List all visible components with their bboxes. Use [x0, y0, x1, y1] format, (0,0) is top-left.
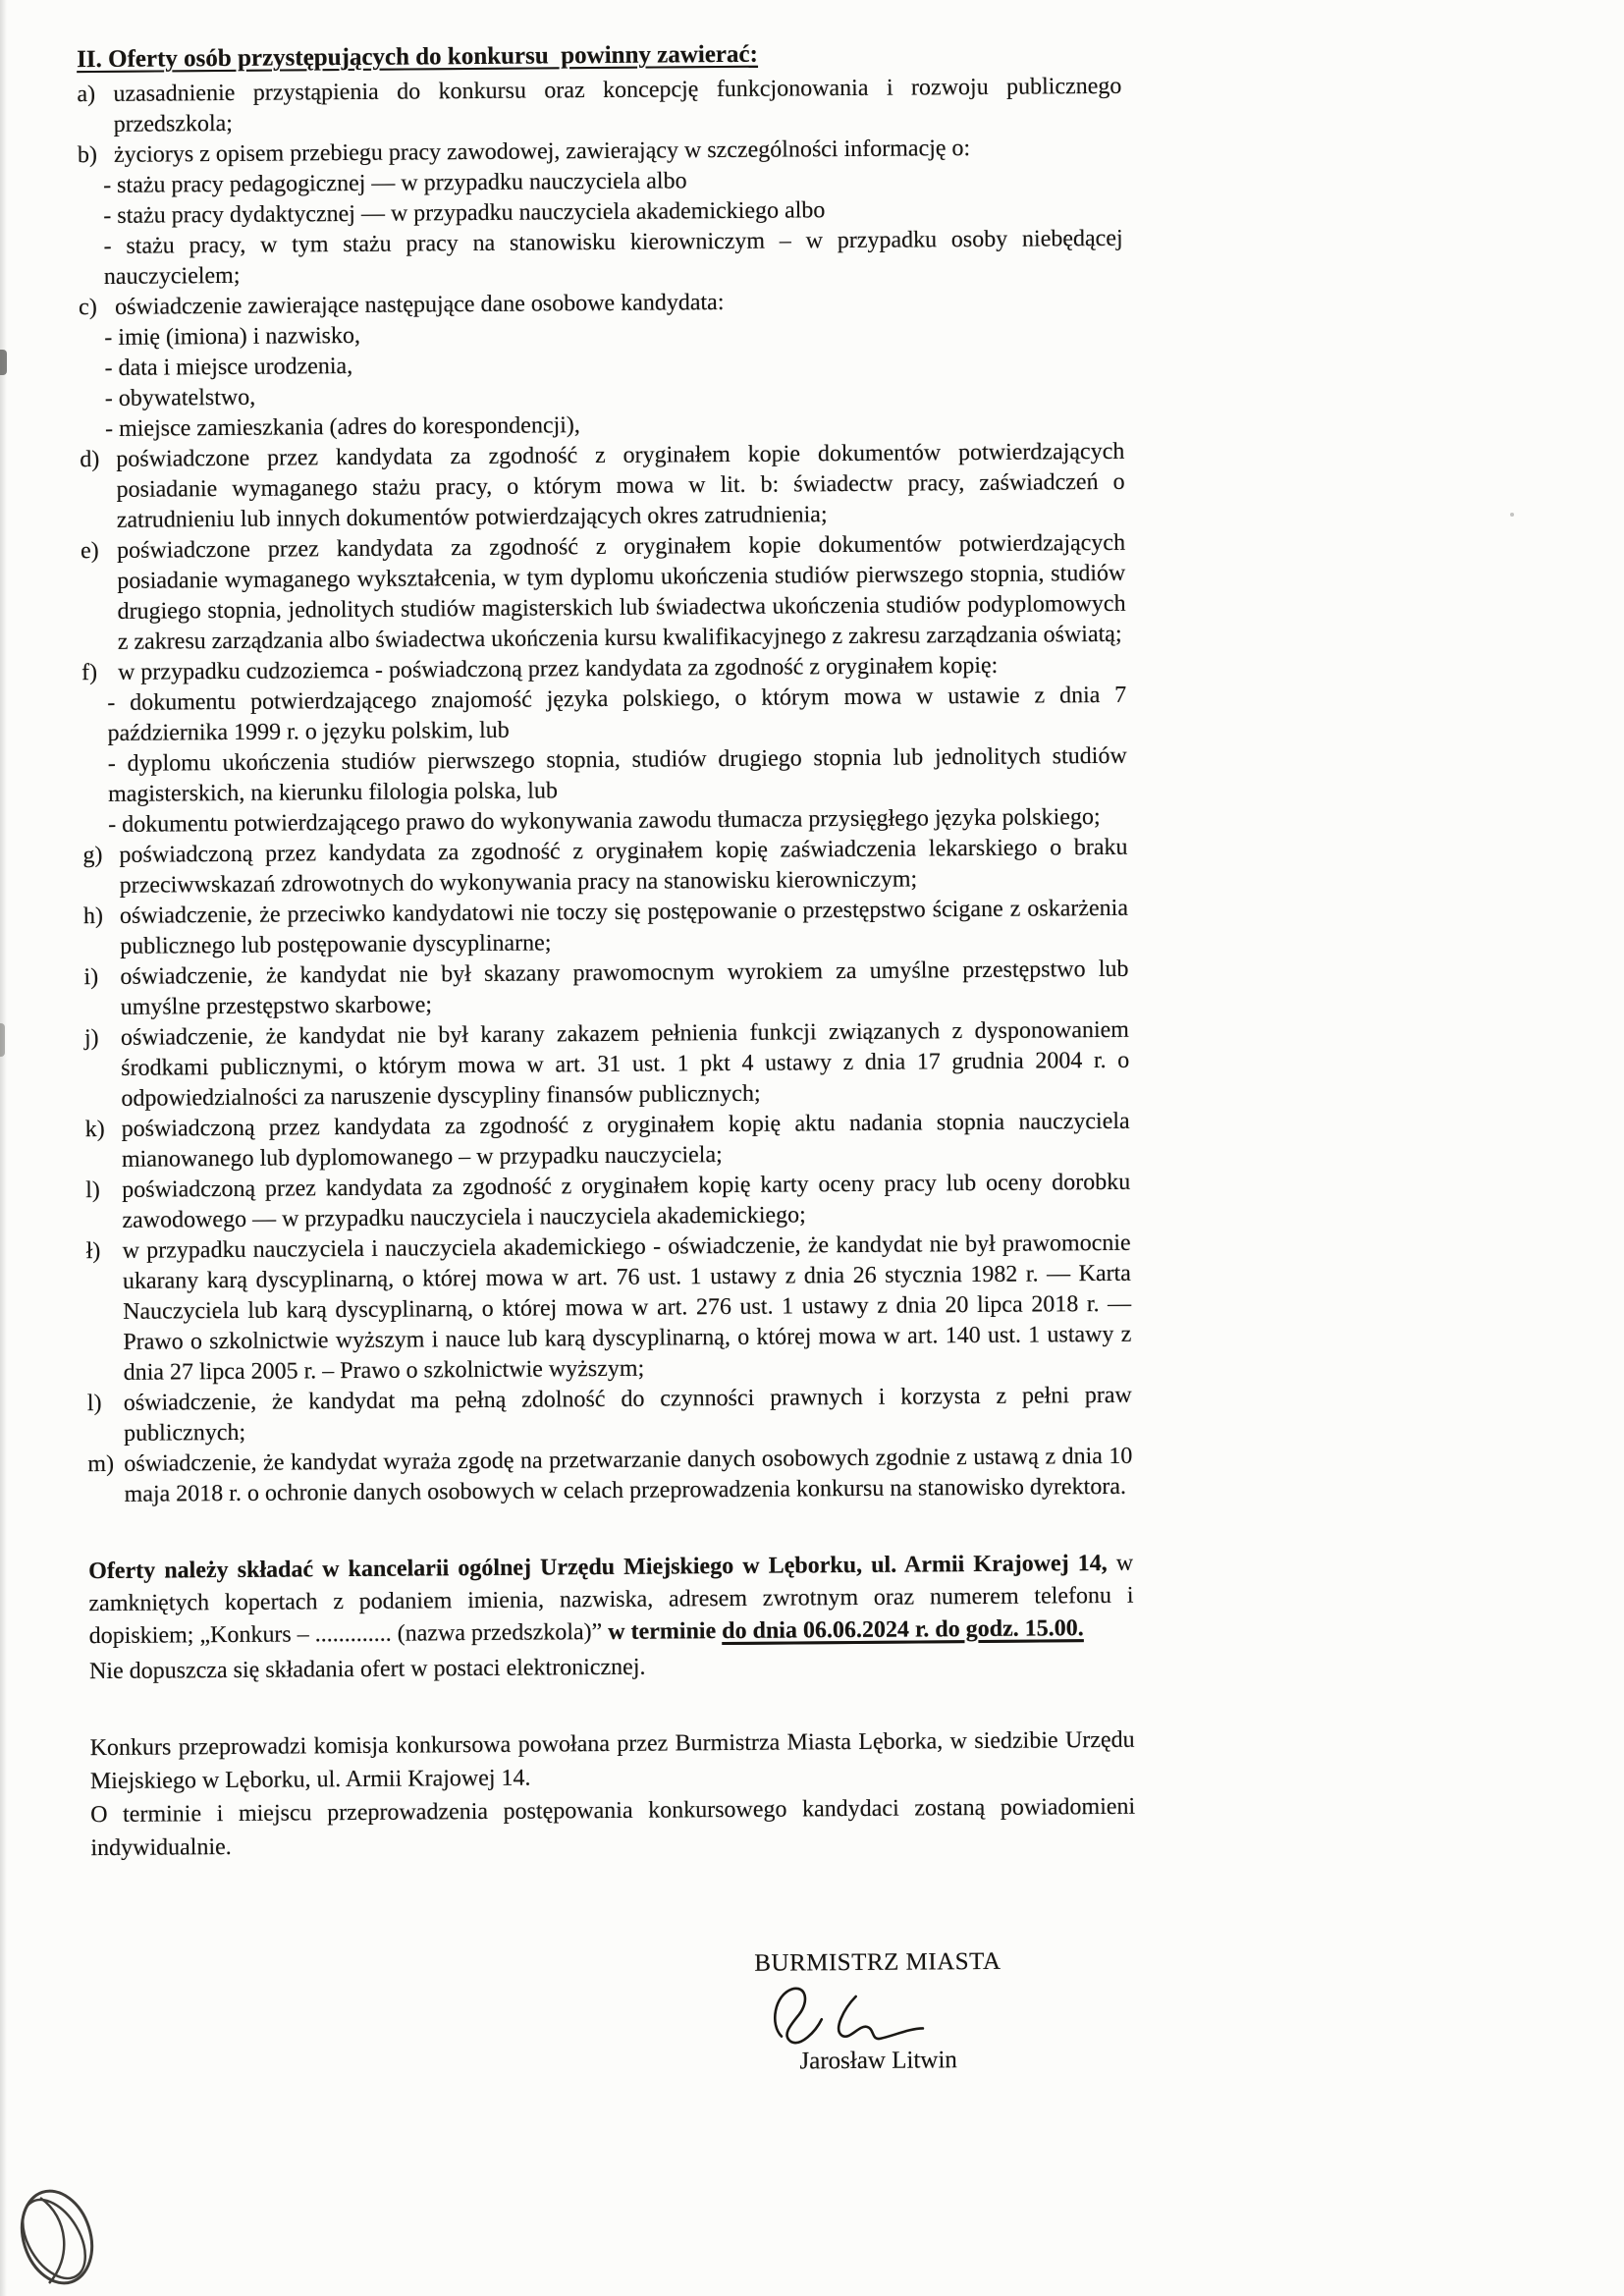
- scan-artifact-speck: [0, 350, 7, 375]
- scan-artifact-speck: [1510, 513, 1514, 517]
- list-item-text: poświadczone przez kandydata za zgodność z oryginałem kopie dokumentów potwierdzających posiadanie wymaganego stażu pracy, o którym mowa w lit. b: świadectw pracy, zaświadczeń o zatrudnieniu lub innych dokumentów potwierdzających okres zatrudnienia;: [116, 438, 1125, 533]
- signature-title: BURMISTRZ MIASTA: [754, 1947, 1001, 1977]
- scan-edge-shadow: [0, 0, 7, 2296]
- list-item-label: b): [77, 141, 97, 169]
- text-segment: w terminie: [608, 1618, 723, 1645]
- list-item-text: poświadczoną przez kandydata za zgodność z oryginałem kopię aktu nadania stopnia nauczyciela mianowanego lub dyplomowanego – w przypadku nauczyciela;: [121, 1108, 1130, 1173]
- list-item-text: oświadczenie, że kandydat ma pełną zdolność do czynności prawnych i korzysta z pełni praw publicznych;: [123, 1382, 1132, 1447]
- list-item-label: i): [83, 964, 99, 991]
- list-item-text: uzasadnienie przystąpienia do konkursu oraz koncepcję funkcjonowania i rozwoju publicznego przedszkola;: [113, 73, 1122, 137]
- list-sub-item: - dyplomu ukończenia studiów pierwszego stopnia, studiów drugiego stopnia lub jednolitych studiów magisterskich, na kierunku filologia polska, lub: [107, 742, 1127, 807]
- list-item-text: poświadczoną przez kandydata za zgodność z oryginałem kopię zaświadczenia lekarskiego o braku przeciwwskazań zdrowotnych do wykonywania pracy na stanowisku kierowniczym;: [119, 834, 1128, 899]
- list-item-text: w przypadku cudzoziemca - poświadczoną przez kandydata za zgodność z oryginałem kopię:: [117, 652, 999, 685]
- text-segment: w zamkniętych kopertach z podaniem imienia, nazwiska, adresem zwrotnym oraz numerem telefonu i dopiskiem; „Konkurs – ............. (nazwa przedszkola)”: [88, 1550, 1134, 1650]
- handwritten-signature-icon: [760, 1980, 938, 2048]
- scan-artifact-speck: [0, 1023, 5, 1057]
- list-item: [87, 1381, 1132, 1449]
- list-item-text: oświadczenie, że kandydat nie był skazany prawomocnym wyrokiem za umyślne przestępstwo lub umyślne przestępstwo skarbowe;: [120, 956, 1129, 1020]
- list-sub-item: - dokumentu potwierdzającego znajomość języka polskiego, o którym mowa w ustawie z dnia 7 października 1999 r. o języku polskim, lub: [107, 682, 1127, 746]
- document-content: [77, 35, 1137, 2081]
- signature-block: [708, 1947, 1048, 2076]
- list-item-label: k): [84, 1116, 105, 1143]
- text-segment: Oferty należy składać w kancelarii ogólnej Urzędu Miejskiego w Lęborku, ul. Armii Krajowej 14,: [88, 1550, 1108, 1585]
- list-item-label: m): [87, 1450, 115, 1478]
- list-item-label: c): [79, 295, 97, 321]
- list-item-text: oświadczenie, że kandydat nie był karany zakazem pełnienia funkcji związanych z dysponowaniem środkami publicznymi, o którym mowa w art. 31 ust. 1 pkt 4 ustawy z dnia 17 grudnia 2004 r. o odpowiedzialności za naruszenie dyscypliny finansów publicznych;: [120, 1016, 1130, 1112]
- list-item-label: f): [81, 660, 98, 686]
- list-item: [84, 1015, 1130, 1115]
- list-item-label: e): [80, 537, 99, 565]
- list-item: [80, 437, 1125, 536]
- list-item-label: l): [86, 1390, 102, 1417]
- requirements-list: [77, 72, 1132, 1510]
- list-item-label: j): [83, 1025, 99, 1052]
- list-item: [85, 1107, 1130, 1175]
- circular-scribble-icon: [10, 2180, 104, 2294]
- list-sub-item: - imię (imiona) i nazwisko,: [104, 322, 361, 351]
- section-heading: II. Oferty osób przystępujących do konkursu powinny zawierać:: [77, 40, 758, 74]
- list-item-label: d): [80, 446, 100, 473]
- list-item-text: poświadczone przez kandydata za zgodność z oryginałem kopie dokumentów potwierdzających posiadanie wymaganego wykształcenia, w tym dyplomu ukończenia studiów pierwszego stopnia, studiów drugiego stopnia, jednolitych studiów magisterskich lub świadectwa ukończenia studiów podyplomowych z zakresu zarządzania albo świadectwa ukończenia kursu kwalifikacyjnego z zakresu zarządzania oświatą;: [116, 529, 1126, 655]
- list-item-text: życiorys z opisem przebiegu pracy zawodowej, zawierający w szczególności informację o:: [113, 136, 971, 168]
- signature-name: Jarosław Litwin: [799, 2047, 957, 2075]
- list-sub-item: - miejsce zamieszkania (adres do korespondencji),: [104, 412, 580, 442]
- list-item-text: w przypadku nauczyciela i nauczyciela akademickiego - oświadczenie, że kandydat nie był prawomocnie ukarany karą dyscyplinarną, o której mowa w art. 76 ust. 1 ustawy z dnia 26 stycznia 1982 r. — Karta Nauczyciela lub karą dyscyplinarną, o której mowa w art. 276 ust. 1 ustawy z dnia 20 lipca 2018 r. — Prawo o szkolnictwie wyższym i nauce lub karą dyscyplinarną, o której mowa w art. 140 ust. 1 ustawy z dnia 27 lipca 2005 r. – Prawo o szkolnictwie wyższym;: [122, 1230, 1132, 1386]
- list-item-text: poświadczoną przez kandydata za zgodność z oryginałem kopię karty oceny pracy lub oceny dorobku zawodowego — w przypadku nauczyciela i nauczyciela akademickiego;: [122, 1169, 1131, 1233]
- list-item-label: a): [77, 82, 96, 108]
- list-item-label: h): [82, 902, 104, 930]
- list-item-text: oświadczenie, że kandydat wyraża zgodę na przetwarzanie danych osobowych zgodnie z ustawą z dnia 10 maja 2018 r. o ochronie danych osobowych w celach przeprowadzenia konkursu na stanowisko dyrektora.: [124, 1443, 1133, 1507]
- list-sub-item: - obywatelstwo,: [104, 384, 256, 411]
- list-item-label: ł): [85, 1238, 101, 1265]
- submission-paragraph: [88, 1548, 1134, 1653]
- list-item-label: l): [85, 1177, 100, 1204]
- list-sub-item: - stażu pracy pedagogicznej — w przypadku nauczyciela albo: [103, 168, 687, 198]
- list-item-text: oświadczenie zawierające następujące dane osobowe kandydata:: [115, 289, 725, 320]
- list-item-label: g): [82, 842, 103, 869]
- list-item: [83, 955, 1128, 1023]
- committee-paragraph: Konkurs przeprowadzi komisja konkursowa powołana przez Burmistrza Miasta Lęborka, w siedzibie Urzędu Miejskiego w Lęborku, ul. Armii Krajowej 14.: [89, 1726, 1135, 1795]
- list-item: [82, 833, 1127, 902]
- text-segment: do dnia 06.06.2024 r. do godz. 15.00.: [722, 1615, 1084, 1645]
- list-item-text: oświadczenie, że przeciwko kandydatowi nie toczy się postępowanie o przestępstwo ścigane z oskarżenia publicznego lub postępowanie dyscyplinarne;: [119, 895, 1129, 959]
- list-item: [86, 1229, 1132, 1389]
- list-sub-item: - dokumentu potwierdzającego prawo do wykonywania zawodu tłumacza przysięgłego języka polskiego;: [108, 803, 1101, 838]
- notification-paragraph: O terminie i miejscu przeprowadzenia postępowania konkursowego kandydaci zostaną powiadomieni indywidualnie.: [90, 1793, 1136, 1862]
- list-sub-item: - data i miejsce urodzenia,: [104, 353, 353, 381]
- list-item: [87, 1442, 1132, 1510]
- list-item: [85, 1168, 1130, 1236]
- list-item: [83, 894, 1128, 962]
- list-item: [81, 528, 1126, 658]
- list-sub-item: - stażu pracy dydaktycznej — w przypadku nauczyciela akademickiego albo: [103, 197, 826, 229]
- no-electronic-offers-note: Nie dopuszcza się składania ofert w postaci elektronicznej.: [88, 1654, 646, 1685]
- list-item: [77, 72, 1121, 140]
- list-sub-item: - stażu pracy, w tym stażu pracy na stanowisku kierowniczym – w przypadku osoby niebędącej nauczycielem;: [103, 225, 1123, 290]
